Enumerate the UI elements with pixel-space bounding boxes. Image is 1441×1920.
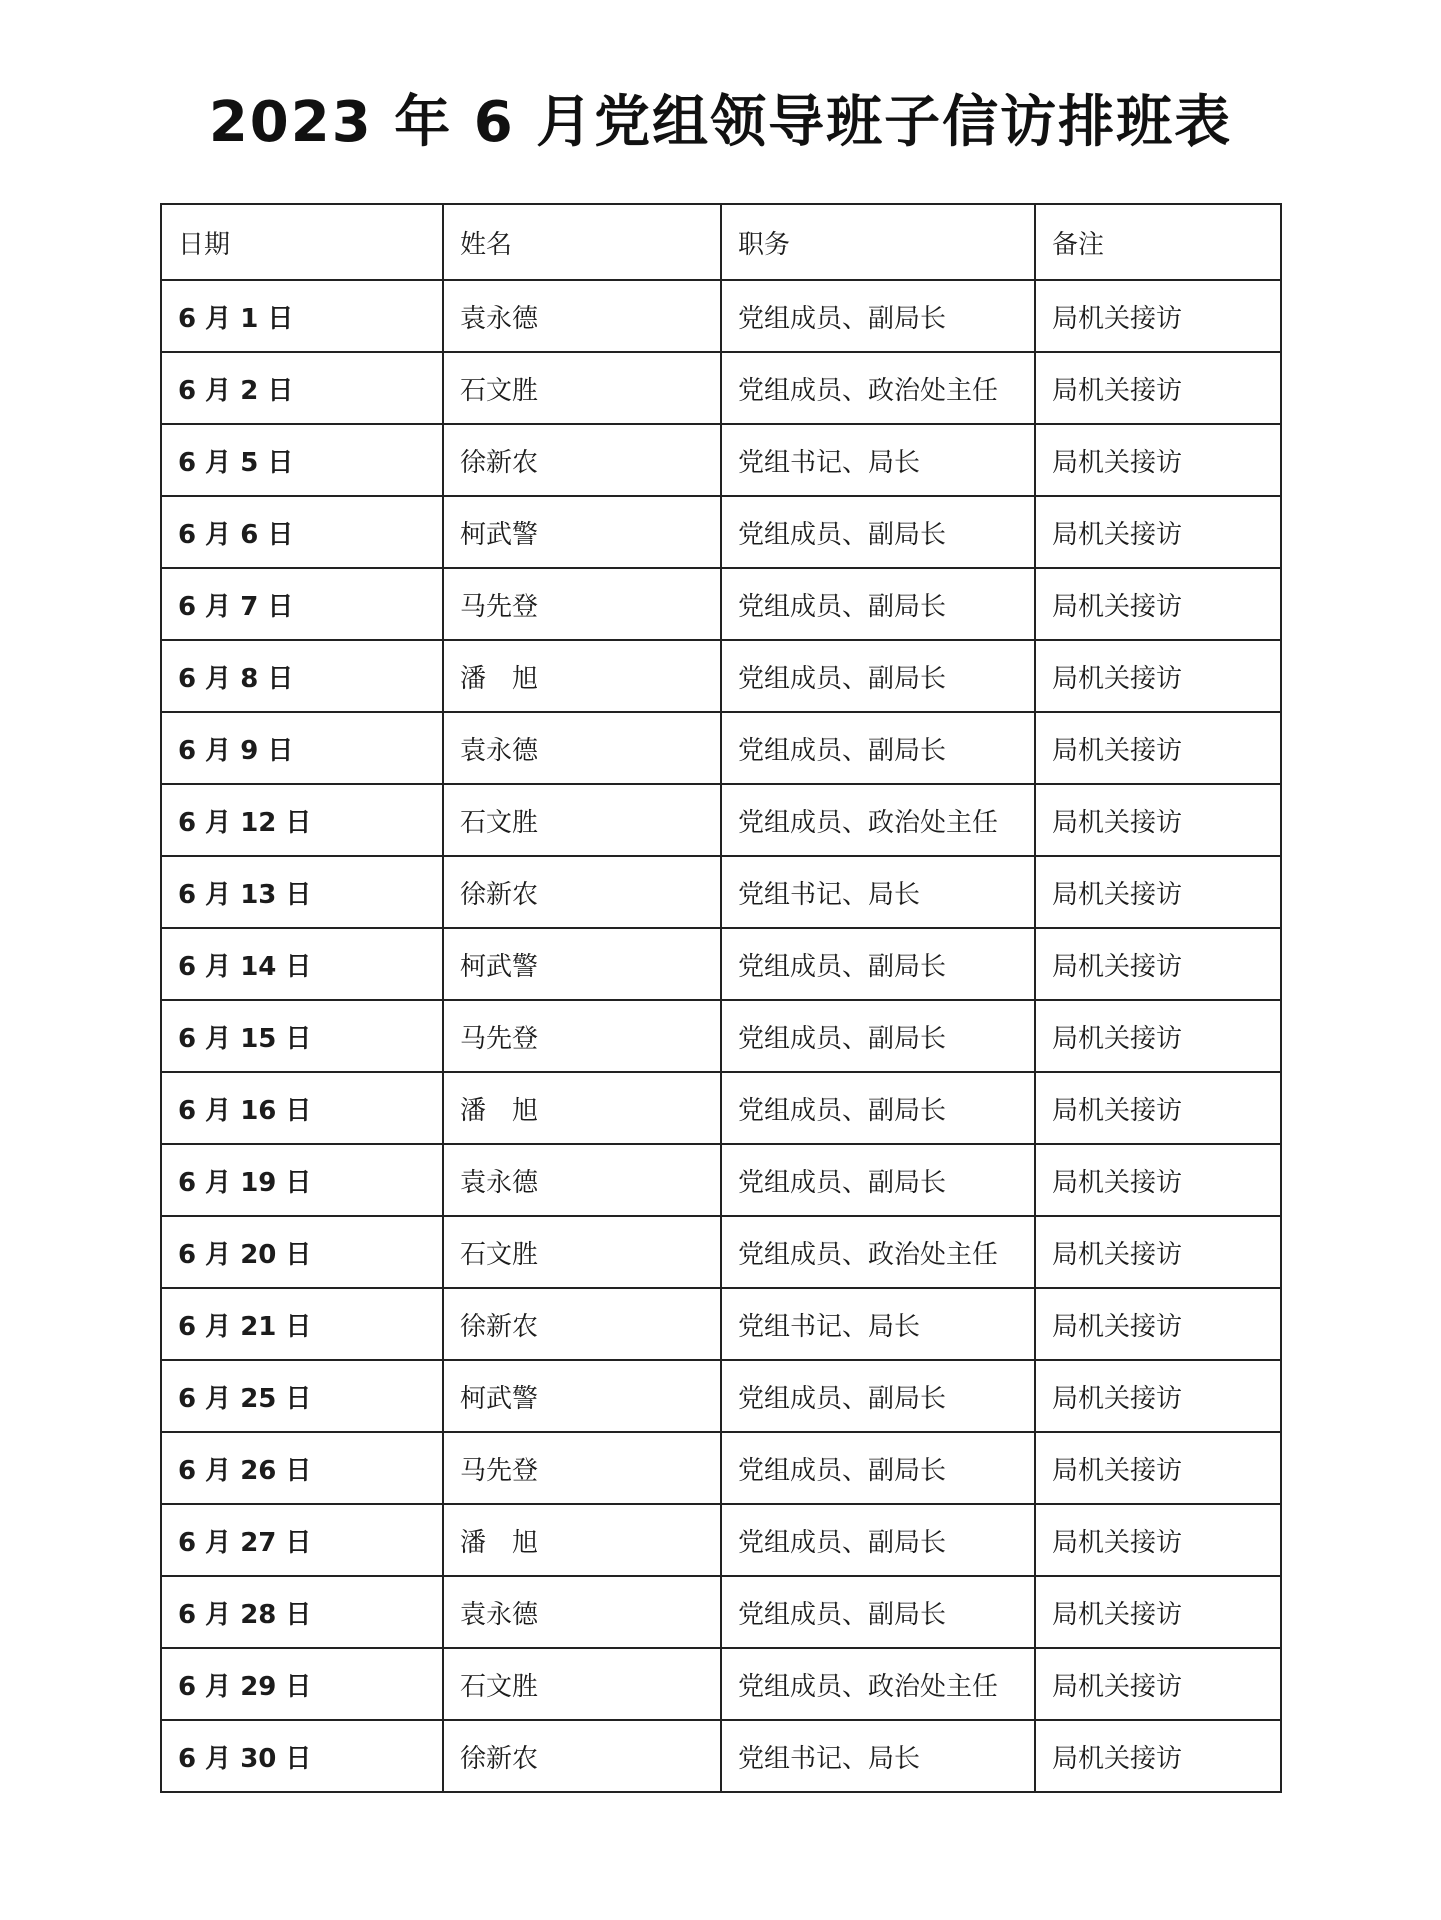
date-cell: 6 月 15 日: [161, 1000, 443, 1072]
table-row: [161, 712, 1281, 784]
note-cell: 局机关接访: [1035, 928, 1281, 1000]
table-row: [161, 784, 1281, 856]
date-cell: 6 月 7 日: [161, 568, 443, 640]
note-cell: 局机关接访: [1035, 1360, 1281, 1432]
name-cell: 马先登: [443, 1432, 721, 1504]
table-header-row: [161, 204, 1281, 280]
note-cell: 局机关接访: [1035, 352, 1281, 424]
table-row: [161, 352, 1281, 424]
date-cell: 6 月 12 日: [161, 784, 443, 856]
position-cell: 党组成员、政治处主任: [721, 784, 1035, 856]
note-cell: 局机关接访: [1035, 1432, 1281, 1504]
date-cell: 6 月 27 日: [161, 1504, 443, 1576]
name-cell: 徐新农: [443, 856, 721, 928]
position-cell: 党组成员、副局长: [721, 1432, 1035, 1504]
name-cell: 柯武警: [443, 928, 721, 1000]
table-row: [161, 1072, 1281, 1144]
name-cell: 潘 旭: [443, 1072, 721, 1144]
note-cell: 局机关接访: [1035, 856, 1281, 928]
date-cell: 6 月 2 日: [161, 352, 443, 424]
name-cell: 柯武警: [443, 1360, 721, 1432]
table-row: [161, 280, 1281, 352]
position-cell: 党组成员、副局长: [721, 280, 1035, 352]
table-row: [161, 1144, 1281, 1216]
header-date: 日期: [161, 204, 443, 280]
table-row: [161, 856, 1281, 928]
name-cell: 马先登: [443, 568, 721, 640]
name-cell: 徐新农: [443, 424, 721, 496]
table-row: [161, 928, 1281, 1000]
table-row: [161, 640, 1281, 712]
position-cell: 党组成员、政治处主任: [721, 352, 1035, 424]
date-cell: 6 月 14 日: [161, 928, 443, 1000]
note-cell: 局机关接访: [1035, 568, 1281, 640]
name-cell: 徐新农: [443, 1720, 721, 1792]
date-cell: 6 月 1 日: [161, 280, 443, 352]
duty-schedule-table: [160, 203, 1282, 1793]
name-cell: 石文胜: [443, 1216, 721, 1288]
position-cell: 党组书记、局长: [721, 856, 1035, 928]
name-cell: 柯武警: [443, 496, 721, 568]
name-cell: 马先登: [443, 1000, 721, 1072]
position-cell: 党组成员、副局长: [721, 928, 1035, 1000]
header-name: 姓名: [443, 204, 721, 280]
name-cell: 潘 旭: [443, 1504, 721, 1576]
position-cell: 党组书记、局长: [721, 1720, 1035, 1792]
date-cell: 6 月 19 日: [161, 1144, 443, 1216]
position-cell: 党组成员、副局长: [721, 1504, 1035, 1576]
position-cell: 党组成员、政治处主任: [721, 1216, 1035, 1288]
note-cell: 局机关接访: [1035, 280, 1281, 352]
note-cell: 局机关接访: [1035, 640, 1281, 712]
position-cell: 党组成员、副局长: [721, 1072, 1035, 1144]
date-cell: 6 月 6 日: [161, 496, 443, 568]
date-cell: 6 月 30 日: [161, 1720, 443, 1792]
position-cell: 党组成员、政治处主任: [721, 1648, 1035, 1720]
table-row: [161, 1720, 1281, 1792]
name-cell: 袁永德: [443, 1144, 721, 1216]
name-cell: 石文胜: [443, 784, 721, 856]
table-row: [161, 496, 1281, 568]
name-cell: 袁永德: [443, 712, 721, 784]
header-position: 职务: [721, 204, 1035, 280]
table-row: [161, 1576, 1281, 1648]
note-cell: 局机关接访: [1035, 1072, 1281, 1144]
table-row: [161, 1432, 1281, 1504]
note-cell: 局机关接访: [1035, 1144, 1281, 1216]
position-cell: 党组成员、副局长: [721, 640, 1035, 712]
date-cell: 6 月 16 日: [161, 1072, 443, 1144]
document-title: 2023 年 6 月党组领导班子信访排班表: [208, 90, 1233, 155]
name-cell: 石文胜: [443, 352, 721, 424]
table-row: [161, 1648, 1281, 1720]
name-cell: 潘 旭: [443, 640, 721, 712]
note-cell: 局机关接访: [1035, 1504, 1281, 1576]
note-cell: 局机关接访: [1035, 1000, 1281, 1072]
note-cell: 局机关接访: [1035, 424, 1281, 496]
position-cell: 党组成员、副局长: [721, 496, 1035, 568]
position-cell: 党组书记、局长: [721, 424, 1035, 496]
table-row: [161, 1000, 1281, 1072]
note-cell: 局机关接访: [1035, 1720, 1281, 1792]
name-cell: 袁永德: [443, 1576, 721, 1648]
position-cell: 党组书记、局长: [721, 1288, 1035, 1360]
table-body: [161, 280, 1281, 1792]
position-cell: 党组成员、副局长: [721, 1000, 1035, 1072]
position-cell: 党组成员、副局长: [721, 1144, 1035, 1216]
name-cell: 徐新农: [443, 1288, 721, 1360]
note-cell: 局机关接访: [1035, 712, 1281, 784]
position-cell: 党组成员、副局长: [721, 1360, 1035, 1432]
name-cell: 石文胜: [443, 1648, 721, 1720]
table-row: [161, 568, 1281, 640]
date-cell: 6 月 25 日: [161, 1360, 443, 1432]
position-cell: 党组成员、副局长: [721, 712, 1035, 784]
note-cell: 局机关接访: [1035, 1576, 1281, 1648]
note-cell: 局机关接访: [1035, 496, 1281, 568]
date-cell: 6 月 21 日: [161, 1288, 443, 1360]
table-row: [161, 1504, 1281, 1576]
date-cell: 6 月 13 日: [161, 856, 443, 928]
date-cell: 6 月 9 日: [161, 712, 443, 784]
position-cell: 党组成员、副局长: [721, 1576, 1035, 1648]
table-row: [161, 1216, 1281, 1288]
date-cell: 6 月 28 日: [161, 1576, 443, 1648]
table-row: [161, 1288, 1281, 1360]
date-cell: 6 月 5 日: [161, 424, 443, 496]
date-cell: 6 月 8 日: [161, 640, 443, 712]
name-cell: 袁永德: [443, 280, 721, 352]
date-cell: 6 月 26 日: [161, 1432, 443, 1504]
note-cell: 局机关接访: [1035, 1648, 1281, 1720]
note-cell: 局机关接访: [1035, 1288, 1281, 1360]
note-cell: 局机关接访: [1035, 784, 1281, 856]
note-cell: 局机关接访: [1035, 1216, 1281, 1288]
date-cell: 6 月 20 日: [161, 1216, 443, 1288]
table-row: [161, 1360, 1281, 1432]
header-note: 备注: [1035, 204, 1281, 280]
position-cell: 党组成员、副局长: [721, 568, 1035, 640]
date-cell: 6 月 29 日: [161, 1648, 443, 1720]
table-row: [161, 424, 1281, 496]
